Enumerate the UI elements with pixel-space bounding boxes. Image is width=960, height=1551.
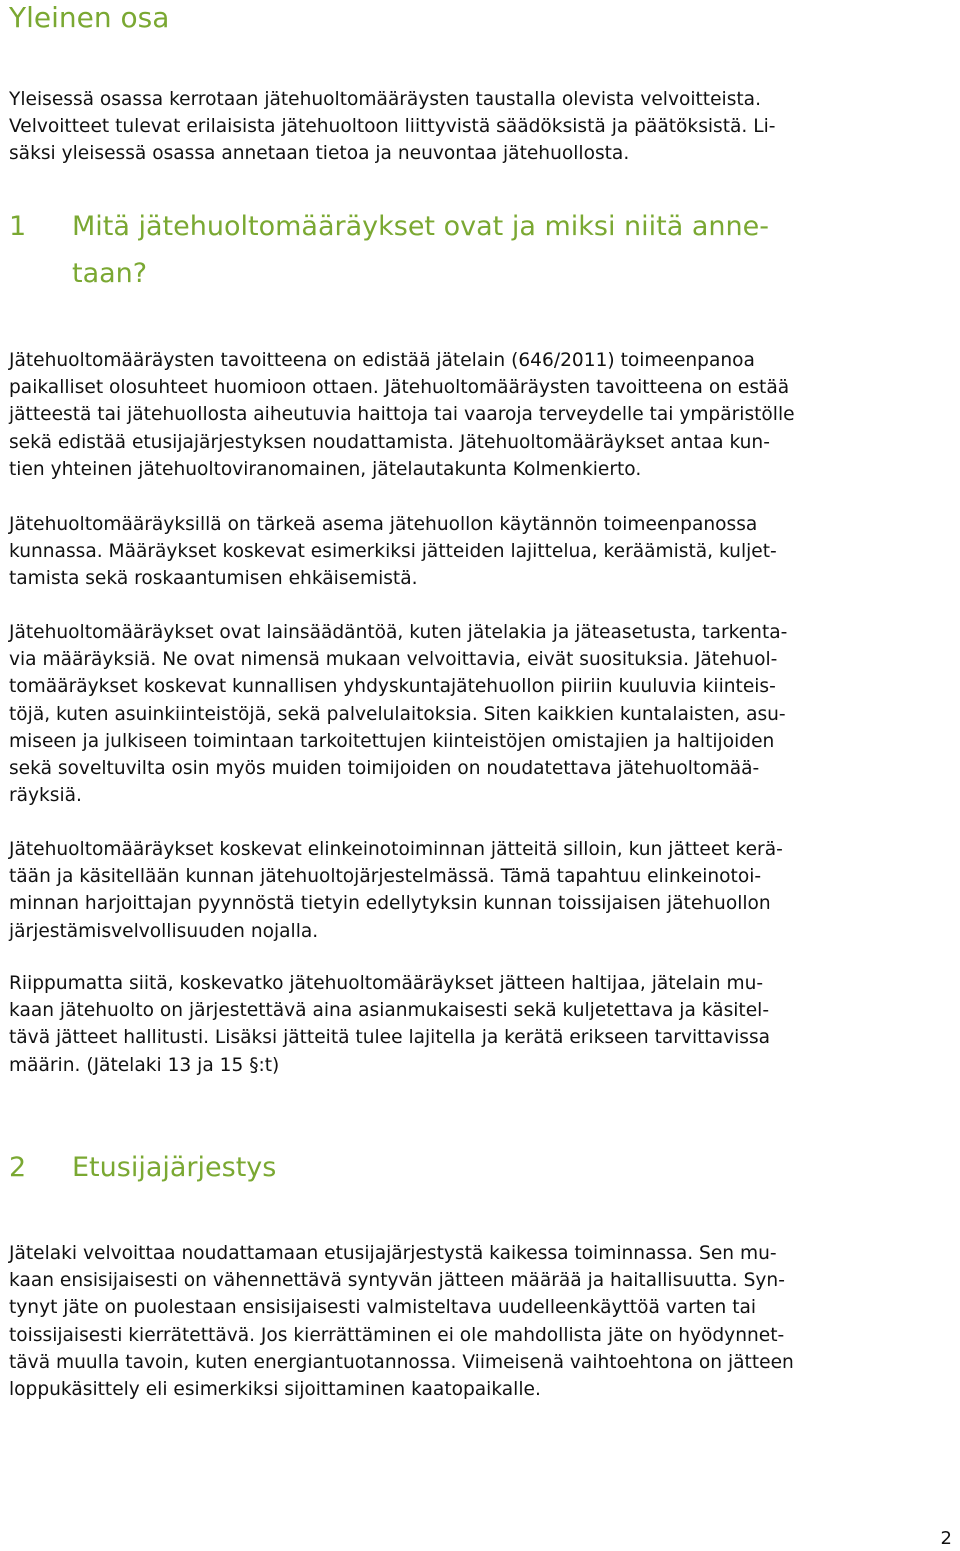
- section-1-paragraph-2: [9, 511, 954, 593]
- section-1-paragraph-3: [9, 619, 954, 809]
- page-number: 2: [940, 1528, 952, 1549]
- text-line: loppukäsittely eli esimerkiksi sijoittaminen kaatopaikalle.: [9, 1379, 541, 1401]
- text-line: Jätelaki velvoittaa noudattamaan etusijajärjestystä kaikessa toiminnassa. Sen mu-: [9, 1243, 777, 1264]
- text-line: miseen ja julkiseen toimintaan tarkoitettujen kiinteistöjen omistajien ja haltijoiden: [9, 730, 775, 752]
- section-title-line: taan?: [72, 258, 148, 289]
- section-title: Etusijajärjestys: [72, 1152, 277, 1183]
- text-line: via määräyksiä. Ne ovat nimensä mukaan velvoittavia, eivät suosituksia. Jätehuol-: [9, 649, 778, 671]
- text-line: tävä muulla tavoin, kuten energiantuotannossa. Viimeisenä vaihtoehtona on jätteen: [9, 1351, 794, 1373]
- section-2-heading: [9, 1144, 954, 1191]
- text-line: tamista sekä roskaantumisen ehkäisemistä.: [9, 568, 418, 590]
- section-1-paragraph-5: [9, 970, 954, 1079]
- text-line: jätteestä tai jätehuollosta aiheutuvia haittoja tai vaaroja terveydelle tai ympäristölle: [9, 404, 795, 426]
- text-line: kunnassa. Määräykset koskevat esimerkiksi jätteiden lajittelua, keräämistä, kuljet-: [9, 541, 777, 563]
- text-line: Yleisessä osassa kerrotaan jätehuoltomääräysten taustalla olevista velvoitteista.: [9, 89, 761, 110]
- text-line: tynyt jäte on puolestaan ensisijaisesti valmisteltava uudelleenkäyttöä varten tai: [9, 1297, 757, 1319]
- page-title: Yleinen osa: [9, 1, 170, 34]
- intro-paragraph: [9, 86, 954, 168]
- text-line: järjestämisvelvollisuuden nojalla.: [9, 920, 319, 942]
- section-2-paragraph-1: [9, 1240, 954, 1403]
- section-1-paragraph-1: [9, 347, 954, 483]
- section-number: 2: [9, 1152, 27, 1183]
- section-number: 1: [9, 211, 27, 242]
- text-line: tomääräykset koskevat kunnallisen yhdyskuntajätehuollon piiriin kuuluvia kiinteis-: [9, 676, 776, 698]
- section-1-heading: [9, 203, 954, 297]
- text-line: tien yhteinen jätehuoltoviranomainen, jätelautakunta Kolmenkierto.: [9, 458, 642, 480]
- text-line: Jätehuoltomääräykset ovat lainsäädäntöä, kuten jätelakia ja jäteasetusta, tarkenta-: [9, 622, 788, 643]
- text-line: kaan jätehuolto on järjestettävä aina asianmukaisesti sekä kuljetettava ja käsitel-: [9, 1000, 770, 1022]
- text-line: toissijaisesti kierrätettävä. Jos kierrättäminen ei ole mahdollista jäte on hyödynnet-: [9, 1324, 785, 1346]
- text-line: säksi yleisessä osassa annetaan tietoa ja neuvontaa jätehuollosta.: [9, 143, 630, 165]
- text-line: tävä jätteet hallitusti. Lisäksi jätteitä tulee lajitella ja kerätä erikseen tarvittavissa: [9, 1027, 771, 1049]
- text-line: kaan ensisijaisesti on vähennettävä syntyvän jätteen määrää ja haitallisuutta. Syn-: [9, 1270, 785, 1292]
- text-line: sekä soveltuvilta osin myös muiden toimijoiden on noudatettava jätehuoltomää-: [9, 758, 760, 780]
- text-line: Velvoitteet tulevat erilaisista jätehuoltoon liittyvistä säädöksistä ja päätöksistä. Li-: [9, 116, 776, 138]
- text-line: räyksiä.: [9, 785, 82, 807]
- text-line: Jätehuoltomääräyksillä on tärkeä asema jätehuollon käytännön toimeenpanossa: [9, 514, 758, 535]
- text-line: Riippumatta siitä, koskevatko jätehuoltomääräykset jätteen haltijaa, jätelain mu-: [9, 973, 764, 994]
- text-line: paikalliset olosuhteet huomioon ottaen. Jätehuoltomääräysten tavoitteena on estää: [9, 377, 790, 399]
- text-line: töjä, kuten asuinkiinteistöjä, sekä palvelulaitoksia. Siten kaikkien kuntalaisten, asu-: [9, 703, 786, 725]
- text-line: tään ja käsitellään kunnan jätehuoltojärjestelmässä. Tämä tapahtuu elinkeinotoi-: [9, 866, 762, 888]
- text-line: sekä edistää etusijajärjestyksen noudattamista. Jätehuoltomääräykset antaa kun-: [9, 431, 770, 453]
- text-line: Jätehuoltomääräysten tavoitteena on edistää jätelain (646/2011) toimeenpanoa: [9, 350, 755, 371]
- text-line: minnan harjoittajan pyynnöstä tietyin edellytyksin kunnan toissijaisen jätehuollon: [9, 893, 771, 915]
- text-line: määrin. (Jätelaki 13 ja 15 §:t): [9, 1054, 280, 1076]
- section-title-line: Mitä jätehuoltomääräykset ovat ja miksi niitä anne-: [72, 211, 769, 242]
- text-line: Jätehuoltomääräykset koskevat elinkeinotoiminnan jätteitä silloin, kun jätteet kerä-: [9, 839, 783, 860]
- section-1-paragraph-4: [9, 836, 954, 945]
